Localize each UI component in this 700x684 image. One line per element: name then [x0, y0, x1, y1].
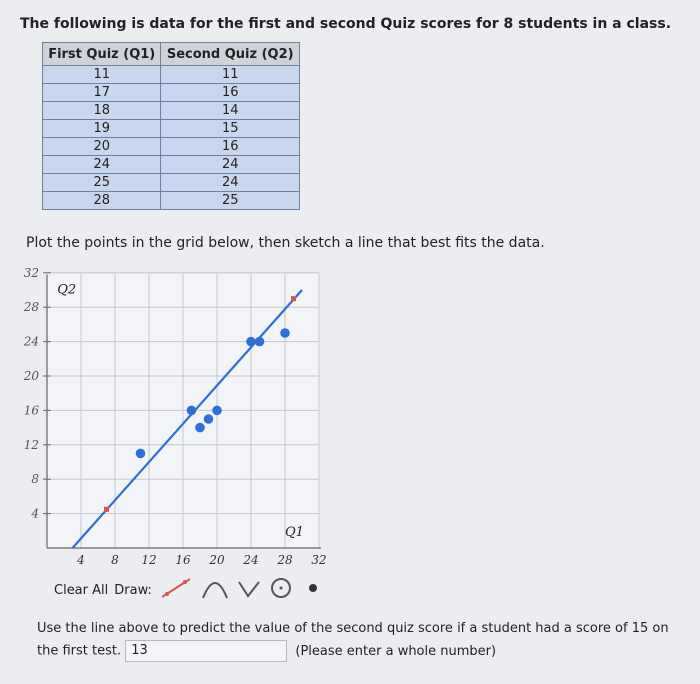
cell-q1: 24 [43, 156, 161, 174]
cell-q2: 16 [161, 138, 300, 156]
cell-q1: 19 [43, 120, 161, 138]
cell-q2: 24 [161, 174, 300, 192]
x-tick-label: 4 [77, 553, 85, 567]
data-point [195, 423, 205, 433]
data-point [204, 414, 214, 424]
y-tick-label: 16 [23, 403, 39, 418]
answer-input[interactable]: 13 [125, 640, 287, 662]
cell-q2: 14 [161, 102, 300, 120]
y-axis-label: Q2 [57, 282, 77, 298]
y-tick-label: 24 [23, 334, 39, 349]
circle-tool-icon[interactable] [268, 576, 294, 604]
y-tick-label: 4 [31, 506, 39, 521]
header-q1: First Quiz (Q1) [43, 43, 161, 66]
y-tick-label: 20 [23, 369, 39, 383]
data-point [136, 449, 146, 459]
draw-toolbar [54, 576, 326, 604]
y-tick-label: 8 [31, 472, 39, 487]
x-tick-label: 16 [175, 553, 191, 567]
clear-all-button[interactable]: Clear All [54, 582, 109, 598]
point-tool-icon[interactable] [300, 576, 326, 604]
y-tick-label: 12 [23, 437, 39, 452]
x-tick-label: 20 [209, 553, 225, 567]
cell-q1: 20 [43, 138, 161, 156]
data-point [246, 337, 256, 347]
cell-q2: 11 [161, 66, 300, 84]
x-tick-label: 28 [277, 553, 293, 567]
data-point [212, 406, 222, 416]
cell-q1: 17 [43, 84, 161, 102]
cell-q1: 25 [43, 174, 161, 192]
parabola-tool-icon[interactable] [200, 576, 230, 604]
x-axis-label: Q1 [285, 524, 304, 540]
line-tool-icon[interactable] [158, 576, 194, 604]
cell-q2: 25 [161, 192, 300, 210]
cell-q1: 28 [43, 192, 161, 210]
check-tool-icon[interactable] [236, 576, 262, 604]
x-tick-label: 32 [311, 553, 327, 567]
data-point [187, 406, 197, 416]
x-tick-label: 12 [141, 553, 157, 567]
question-intro: The following is data for the first and second Quiz scores for 8 students in a class. [20, 16, 672, 32]
header-q2: Second Quiz (Q2) [161, 43, 300, 66]
cell-q1: 18 [43, 102, 161, 120]
answer-hint: (Please enter a whole number) [295, 643, 497, 659]
fit-line-handle [104, 507, 109, 512]
data-point [255, 337, 265, 347]
cell-q2: 16 [161, 84, 300, 102]
y-tick-label: 32 [23, 265, 39, 280]
cell-q2: 24 [161, 156, 300, 174]
draw-label: Draw: [114, 582, 152, 598]
fit-line-handle [291, 296, 296, 301]
predict-prompt: Use the line above to predict the value of the second quiz score if a student had a score of 15 on the first test. [37, 621, 669, 659]
x-tick-label: 24 [243, 553, 259, 567]
cell-q2: 15 [161, 120, 300, 138]
y-tick-label: 28 [23, 300, 39, 315]
plot-instruction: Plot the points in the grid below, then sketch a line that best fits the data. [26, 235, 545, 251]
x-tick-label: 8 [111, 553, 119, 567]
cell-q1: 11 [43, 66, 161, 84]
data-point [280, 328, 290, 338]
predict-question [37, 618, 687, 663]
